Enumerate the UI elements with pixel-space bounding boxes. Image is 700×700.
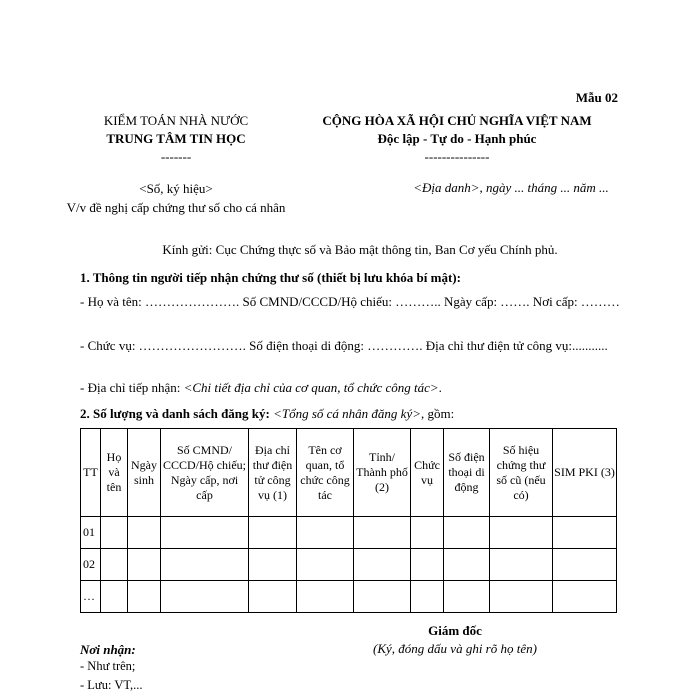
header-birth-date: Ngày sinh: [128, 429, 161, 517]
signature-instruction: (Ký, đóng dấu và ghi rõ họ tên): [373, 641, 537, 656]
header-id-number: Số CMND/ CCCD/Hộ chiếu; Ngày cấp, nơi cấp: [161, 429, 249, 517]
header-tt: TT: [81, 429, 101, 517]
applicant-position-line: - Chức vụ: ……………………. Số điện thoại di động: …………. Địa chỉ thư điện tử công vụ:...........: [80, 338, 608, 353]
section2-title: [80, 404, 628, 424]
date-placeholder: , ngày ... tháng ... năm ...: [479, 180, 609, 195]
document-subject: V/v đề nghị cấp chứng thư số cho cá nhân: [66, 200, 286, 215]
org-divider: -------: [160, 149, 192, 164]
org-name: TRUNG TÂM TIN HỌC: [106, 131, 246, 146]
table-cell: [297, 517, 354, 549]
section1-title: 1. Thông tin người tiếp nhận chứng thư số (thiết bị lưu khóa bí mật):: [80, 270, 461, 285]
applicant-name-line: - Họ và tên: …………………. Số CMND/CCCD/Hộ chiếu: ……….. Ngày cấp: ……. Nơi cấp: ………: [80, 294, 620, 309]
issuing-organization-header: [62, 112, 290, 166]
header-phone: Số điện thoại di động: [444, 429, 490, 517]
table-cell: [128, 549, 161, 581]
table-header-row: [81, 429, 617, 517]
addressee-line: Kính gửi: Cục Chứng thực số và Bảo mật thông tin, Ban Cơ yếu Chính phủ.: [162, 242, 558, 257]
row-number: …: [81, 581, 101, 613]
table-cell: [411, 581, 444, 613]
recipient-item: - Như trên;: [80, 659, 136, 673]
table-row: [81, 517, 617, 549]
table-cell: [490, 549, 553, 581]
table-cell: [101, 517, 128, 549]
motto-divider: ---------------: [424, 149, 490, 164]
table-cell: [128, 517, 161, 549]
nation-title: CỘNG HÒA XÃ HỘI CHỦ NGHĨA VIỆT NAM: [322, 113, 592, 128]
table-cell: [553, 549, 617, 581]
signer-title: Giám đốc: [428, 623, 482, 638]
table-cell: [444, 581, 490, 613]
national-motto: Độc lập - Tự do - Hạnh phúc: [377, 131, 537, 146]
table-cell: [249, 581, 297, 613]
table-cell: [249, 517, 297, 549]
recipient-item: - Lưu: VT,...: [80, 678, 143, 692]
table-cell: [411, 517, 444, 549]
address-placeholder: <Chi tiết địa chỉ của cơ quan, tổ chức công tác>: [183, 380, 439, 395]
document-number: <Số, ký hiệu>: [139, 181, 213, 196]
table-cell: [128, 581, 161, 613]
table-cell: [297, 549, 354, 581]
section2-end: , gồm:: [421, 406, 455, 421]
place-placeholder: <Địa danh>: [413, 180, 480, 195]
address-end: .: [438, 380, 442, 395]
org-parent-name: KIỂM TOÁN NHÀ NƯỚC: [103, 113, 249, 128]
table-cell: [411, 549, 444, 581]
table-cell: [354, 581, 411, 613]
table-cell: [161, 549, 249, 581]
header-email: Địa chỉ thư điện tử công vụ (1): [249, 429, 297, 517]
header-position: Chức vụ: [411, 429, 444, 517]
section2-heading: 2. Số lượng và danh sách đăng ký:: [80, 406, 270, 421]
table-cell: [249, 549, 297, 581]
header-province: Tỉnh/ Thành phố (2): [354, 429, 411, 517]
registrant-count-placeholder: <Tổng số cá nhân đăng ký>: [269, 406, 421, 421]
table-cell: [354, 517, 411, 549]
header-sim-pki: SIM PKI (3): [553, 429, 617, 517]
table-cell: [297, 581, 354, 613]
table-cell: [490, 581, 553, 613]
table-row: [81, 581, 617, 613]
address-label: - Địa chỉ tiếp nhận:: [80, 380, 184, 395]
receiving-address-line: [80, 378, 628, 398]
table-cell: [161, 517, 249, 549]
table-cell: [161, 581, 249, 613]
table-cell: [444, 517, 490, 549]
table-cell: [553, 517, 617, 549]
registration-table: [80, 428, 617, 613]
form-code: Mẫu 02: [575, 90, 618, 105]
table-cell: [553, 581, 617, 613]
table-cell: [354, 549, 411, 581]
recipients-title: Nơi nhận:: [80, 642, 136, 657]
header-old-certificate: Số hiệu chứng thư số cũ (nếu có): [490, 429, 553, 517]
table-cell: [101, 581, 128, 613]
table-cell: [490, 517, 553, 549]
row-number: 01: [81, 517, 101, 549]
row-number: 02: [81, 549, 101, 581]
national-header: [283, 112, 631, 166]
table-cell: [444, 549, 490, 581]
table-cell: [101, 549, 128, 581]
place-and-date: [385, 180, 637, 196]
header-organization: Tên cơ quan, tổ chức công tác: [297, 429, 354, 517]
table-row: [81, 549, 617, 581]
header-full-name: Họ và tên: [101, 429, 128, 517]
